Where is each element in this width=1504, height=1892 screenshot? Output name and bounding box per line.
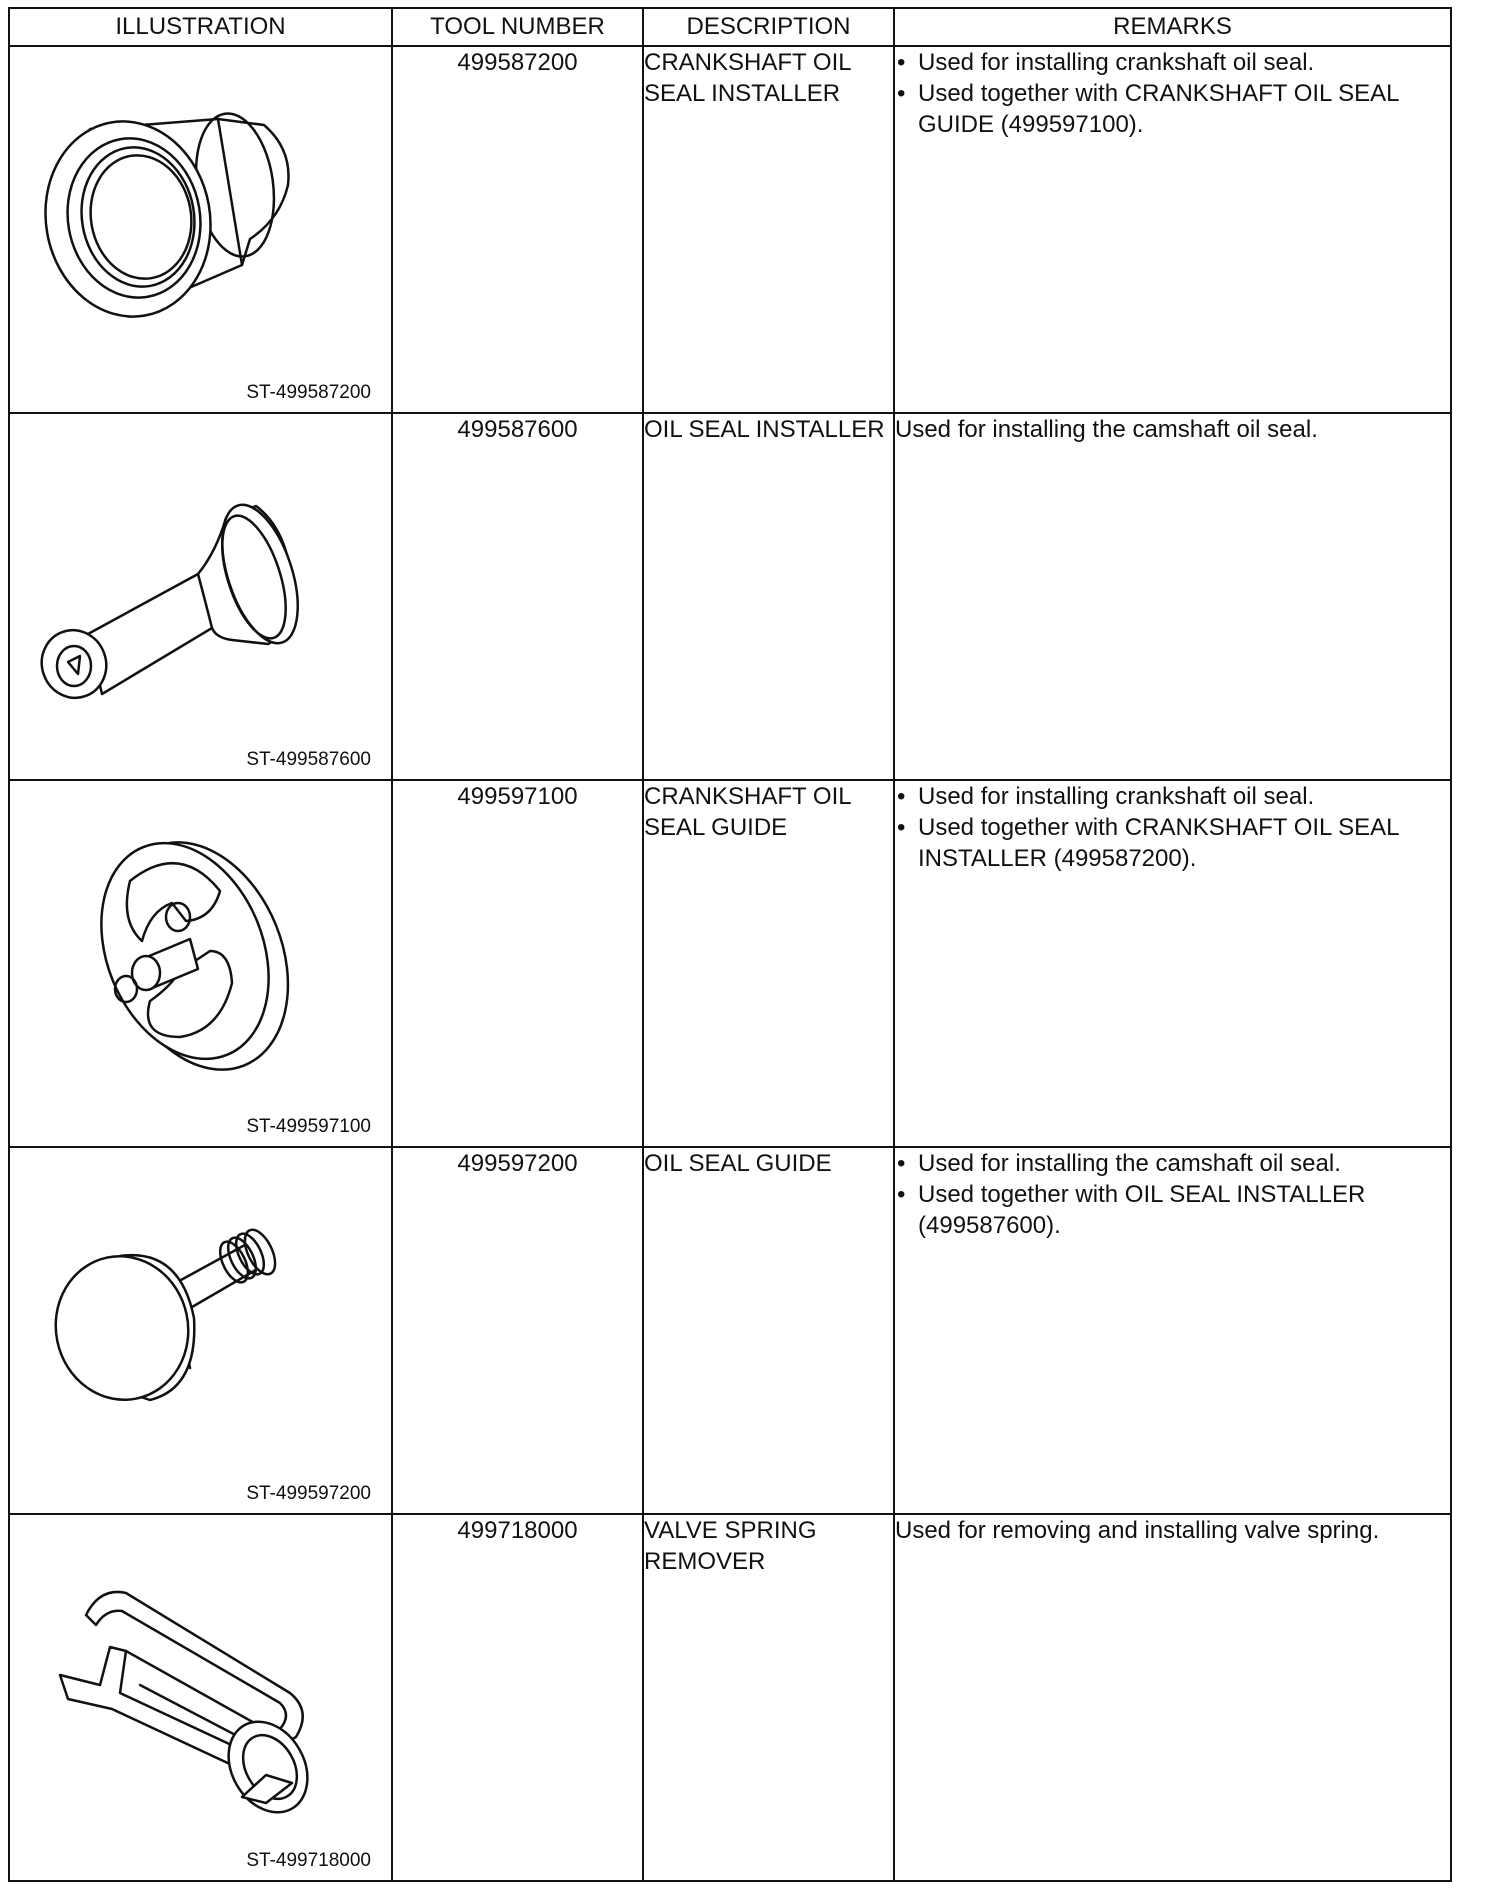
oil-seal-guide-icon bbox=[30, 1168, 360, 1488]
remark-item: • Used for installing the camshaft oil seal. bbox=[895, 1148, 1450, 1179]
header-tool-number: TOOL NUMBER bbox=[392, 8, 643, 46]
illustration-code: ST-499587600 bbox=[246, 749, 371, 770]
tool-number: 499718000 bbox=[392, 1514, 643, 1881]
tool-number: 499597200 bbox=[392, 1147, 643, 1514]
illustration-code: ST-499718000 bbox=[246, 1850, 371, 1871]
header-remarks: REMARKS bbox=[894, 8, 1451, 46]
illustration-code: ST-499597100 bbox=[246, 1116, 371, 1137]
illustration-code: ST-499587200 bbox=[246, 382, 371, 403]
illustration-cell bbox=[9, 1514, 392, 1881]
illustration-code: ST-499597200 bbox=[246, 1483, 371, 1504]
header-description: DESCRIPTION bbox=[643, 8, 894, 46]
tool-description: CRANKSHAFT OIL SEAL INSTALLER bbox=[643, 46, 894, 413]
table-row bbox=[9, 413, 1451, 780]
crankshaft-oil-seal-guide-icon bbox=[30, 801, 360, 1121]
tool-description: CRANKSHAFT OIL SEAL GUIDE bbox=[643, 780, 894, 1147]
tool-description: OIL SEAL GUIDE bbox=[643, 1147, 894, 1514]
tool-remarks bbox=[894, 1514, 1451, 1881]
header-row bbox=[9, 8, 1451, 46]
tool-number: 499597100 bbox=[392, 780, 643, 1147]
tool-remarks bbox=[894, 780, 1451, 1147]
tool-number: 499587600 bbox=[392, 413, 643, 780]
illustration-cell bbox=[9, 413, 392, 780]
illustration-cell bbox=[9, 46, 392, 413]
table-row bbox=[9, 780, 1451, 1147]
tool-remarks bbox=[894, 413, 1451, 780]
header-illustration: ILLUSTRATION bbox=[9, 8, 392, 46]
remark-item: • Used together with CRANKSHAFT OIL SEAL GUIDE (499597100). bbox=[895, 78, 1450, 140]
remark-item: • Used for installing crankshaft oil seal. bbox=[895, 781, 1450, 812]
remark-item: • Used for installing crankshaft oil seal. bbox=[895, 47, 1450, 78]
illustration-cell bbox=[9, 780, 392, 1147]
valve-spring-remover-icon bbox=[30, 1535, 360, 1855]
tool-number: 499587200 bbox=[392, 46, 643, 413]
tool-description: OIL SEAL INSTALLER bbox=[643, 413, 894, 780]
remark-item: • Used together with OIL SEAL INSTALLER (499587600). bbox=[895, 1179, 1450, 1241]
table-row bbox=[9, 1514, 1451, 1881]
tool-remarks bbox=[894, 46, 1451, 413]
table-row bbox=[9, 1147, 1451, 1514]
remark-item: Used for installing the camshaft oil seal. bbox=[895, 416, 1318, 443]
special-tools-table bbox=[8, 7, 1452, 1882]
tool-remarks bbox=[894, 1147, 1451, 1514]
tool-description: VALVE SPRING REMOVER bbox=[643, 1514, 894, 1881]
crankshaft-oil-seal-installer-icon bbox=[30, 67, 360, 387]
remark-item: Used for removing and installing valve spring. bbox=[895, 1517, 1380, 1544]
illustration-cell bbox=[9, 1147, 392, 1514]
table-row bbox=[9, 46, 1451, 413]
oil-seal-installer-icon bbox=[30, 434, 360, 754]
remark-item: • Used together with CRANKSHAFT OIL SEAL INSTALLER (499587200). bbox=[895, 812, 1450, 874]
